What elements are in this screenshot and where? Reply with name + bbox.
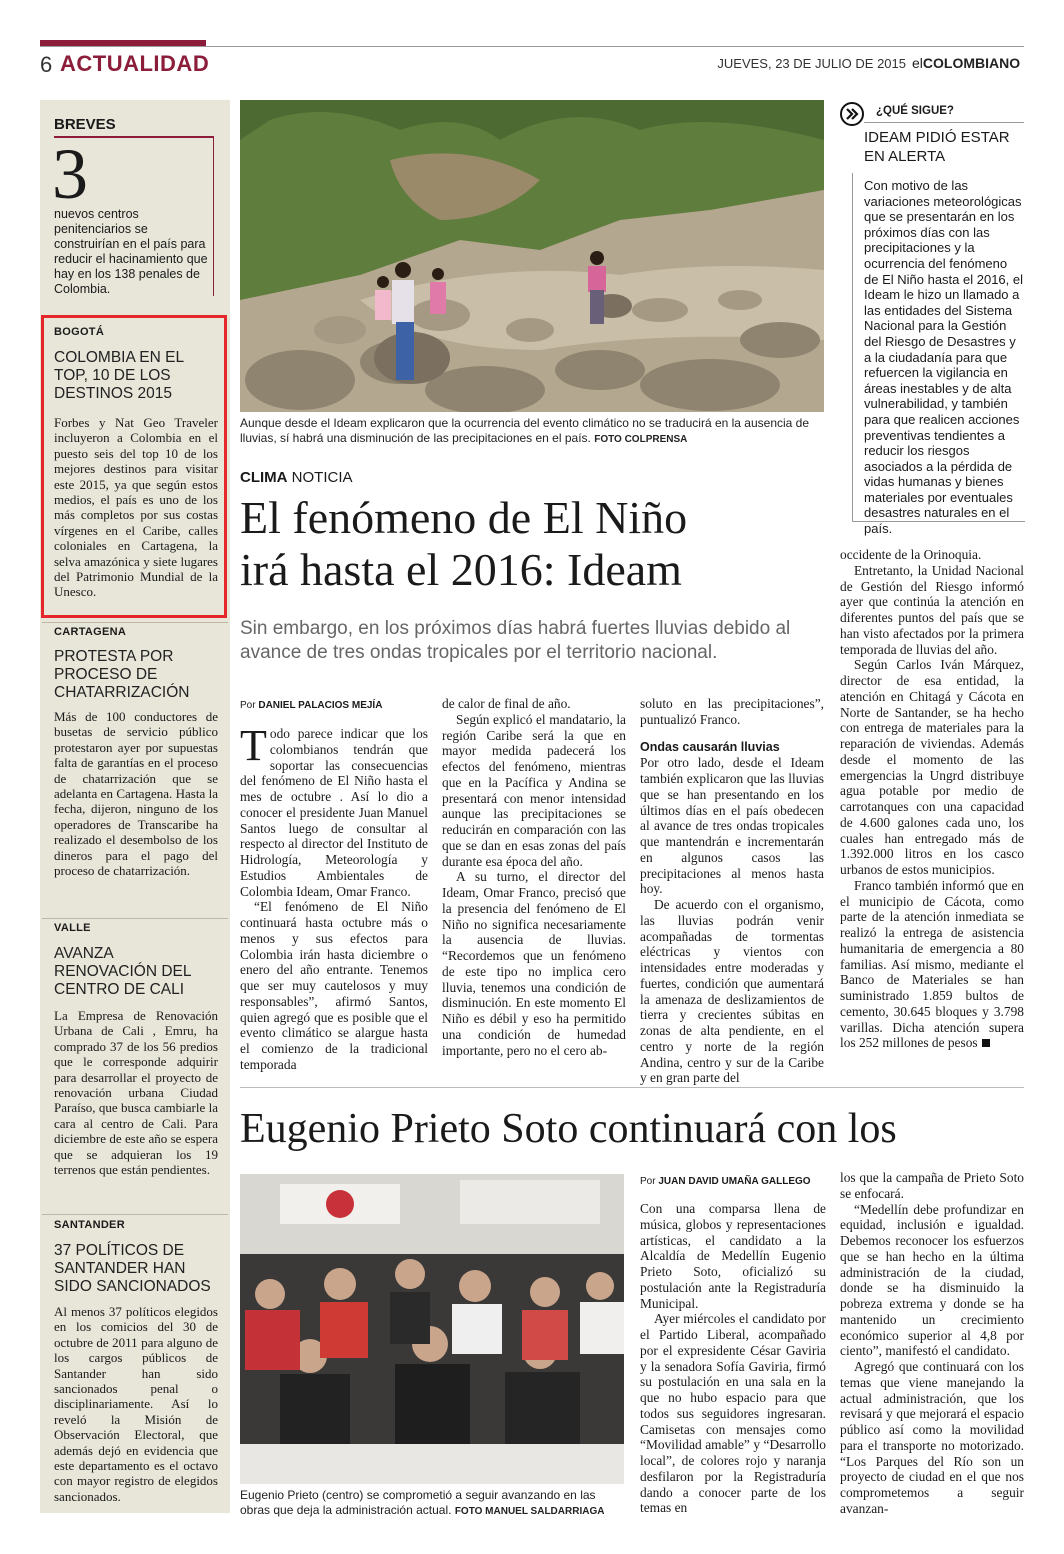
- byline-name: JUAN DAVID UMAÑA GALLEGO: [658, 1176, 811, 1187]
- brief-separator: [42, 918, 228, 919]
- story-deck: Sin embargo, en los próximos días habrá fuertes lluvias debido al avance de tres ondas tropicales por el territorio nacional.: [240, 618, 791, 663]
- breves-big-number: 3: [52, 134, 88, 214]
- article-paragraph: Por otro lado, desde el Ideam también explicaron que las lluvias que se han presentando en los últimos días en el país obedecen al avance de tres ondas tropicales que mantendrán e incrementarán en algunos casos las precipitaciones al menos hasta hoy.: [640, 755, 824, 897]
- drop-cap: T: [240, 721, 267, 770]
- main-headline: [240, 492, 840, 596]
- article-paragraph: [240, 721, 428, 899]
- breves-text: nuevos centros penitenciarios se construirían en el país para reducir el hacinamiento que hay en los 138 penales de Colombia.: [54, 207, 208, 296]
- drought-riverbed-photo: [240, 100, 824, 412]
- article-column: [640, 696, 824, 1086]
- brief-title: COLOMBIA EN EL TOP, 10 DE LOS DESTINOS 2015: [54, 349, 184, 402]
- breves-vertical-rule: [213, 136, 214, 296]
- brief-category: VALLE: [54, 922, 91, 934]
- byline-name: DANIEL PALACIOS MEJÍA: [258, 700, 383, 711]
- story-kicker: [240, 469, 353, 486]
- article-paragraph: los que la campaña de Prieto Soto se enfocará.: [840, 1170, 1024, 1201]
- article-subhead: Ondas causarán lluvias: [640, 739, 780, 754]
- masthead-logo: [912, 55, 1020, 71]
- que-sigue-text: Con motivo de las variaciones meteorológicas que se presentarán en los próximos días con las precipitaciones y la ocurrencia del fenómeno de El Niño hasta el 2016, el Ideam le hizo un llamado a las entidades del Sistema Nacional para la Gestión del Riesgo de Desastres y a la ciudadanía para que refuercen la vigilancia en áreas inestables y de alta vulnerabilidad, y también para que realicen acciones preventivas tendientes a reducir los riesgos asociados a la pérdida de vidas humanas y bienes materiales por eventuales desastres naturales en el país.: [864, 178, 1023, 537]
- caption-text: Eugenio Prieto (centro) se comprometió a seguir avanzando en las obras que deja la administración actual.: [240, 1488, 596, 1517]
- brief-body: Forbes y Nat Geo Traveler incluyeron a Colombia en el puesto seis del top 10 de los mejores destinos para visitar este 2015, ya que según estos medios, el país es uno de los más completos por sus costas vírgenes en el Caribe, calles coloniales en Cartagena, la selva amazónica y siete lugares del Patrimonio Mundial de la Unesco.: [54, 415, 218, 600]
- brief-body: Más de 100 conductores de busetas de servicio público protestaron ayer por supuestas falta de garantías en el proceso de chatarrización que se adelanta en Cartagena. Hasta la fecha, dijeron, ninguno de los operadores de Transcaribe ha realizado el desembolso de los dineros para el pago del proceso de chatarrización.: [54, 709, 218, 879]
- story-separator: [240, 1087, 1024, 1088]
- que-sigue-title: IDEAM PIDIÓ ESTAR EN ALERTA: [864, 129, 1010, 165]
- article-paragraph: occidente de la Orinoquia.: [840, 547, 982, 562]
- breves-label: BREVES: [54, 116, 116, 133]
- article-column: [442, 696, 626, 1058]
- brief-category: SANTANDER: [54, 1219, 125, 1231]
- brief-title: PROTESTA POR PROCESO DE CHATARRIZACIÓN: [54, 648, 190, 701]
- kicker-type: NOTICIA: [291, 469, 353, 486]
- issue-date: JUEVES, 23 DE JULIO DE 2015: [717, 56, 906, 71]
- header-rule: [40, 46, 1024, 47]
- photo-credit: FOTO MANUEL SALDARRIAGA: [454, 1506, 605, 1517]
- brief-separator: [42, 1214, 228, 1215]
- main-photo-caption: [240, 416, 824, 447]
- brief-category: CARTAGENA: [54, 626, 127, 638]
- end-mark-icon: [982, 1039, 990, 1047]
- second-headline: Eugenio Prieto Soto continuará con los: [240, 1106, 897, 1152]
- byline-prefix: Por: [640, 1176, 656, 1187]
- brief-separator: [42, 622, 228, 623]
- photo-credit: FOTO COLPRENSA: [594, 434, 688, 445]
- headline-line: El fenómeno de El Niño: [240, 492, 688, 543]
- article-column: [240, 721, 428, 1073]
- masthead-name: COLOMBIANO: [922, 55, 1021, 71]
- article-paragraph: soluto en las precipitaciones”, puntualizó Franco.: [640, 696, 824, 727]
- brief-category: BOGOTÁ: [54, 326, 105, 338]
- paragraph-text: Franco también informó que en el municipio de Cácota, como parte de la atención inmediata se realizó la entrega de asistencia humanitaria de emergencia a 80 familias. Así mismo, mediante el Banco de Materiales se han suministrado 1.859 bultos de cemento, 30.645 bloques y 3.798 varillas. Dicha atención supera los 252 millones de pesos: [840, 877, 1024, 1051]
- brief-title: 37 POLÍTICOS DE SANTANDER HAN SIDO SANCIONADOS: [54, 1242, 211, 1295]
- headline-line: irá hasta el 2016: Ideam: [240, 544, 682, 595]
- kicker-section: CLIMA: [240, 469, 288, 486]
- article-column: [640, 1201, 826, 1516]
- second-photo-caption: [240, 1488, 628, 1519]
- article-column: [840, 547, 1024, 1051]
- double-chevron-right-icon: [840, 102, 864, 126]
- byline-prefix: Por: [240, 700, 256, 711]
- article-paragraph: A su turno, el director del Ideam, Omar Franco, precisó que la presencia del fenómeno de El Niño no significa necesariamente la ausencia de lluvias. “Recordemos que un fenómeno de este tipo no implica cero lluvia, tenemos una condición de disminución. En este momento El Niño es débil y eso ha permitido una condición de humedad importante, pero no el cero ab-: [442, 869, 626, 1058]
- section-name: ACTUALIDAD: [60, 51, 210, 76]
- article-paragraph: Ayer miércoles el candidato por el Partido Liberal, acompañado por el expresidente César Gaviria y la senadora Sofía Gaviria, firmó su postulación en una sala en la que no hubo espacio para que todos sus seguidores ingresaran. Camisetas con mensajes como “Movilidad amable” y “Desarrollo local”, de colores rojo y naranja desfilaron por la Registraduría dando a conocer parte de los temas en: [640, 1311, 826, 1516]
- campaign-event-photo: [240, 1174, 624, 1484]
- article-paragraph: Entretanto, la Unidad Nacional de Gestión del Riesgo informó ayer que continúa la atención en diferentes puntos del país que se han visto afectados por la primera temporada de lluvias del año.: [840, 562, 1024, 657]
- article-column: [840, 1170, 1024, 1517]
- paragraph-text: odo parece indicar que los colombianos tendrán que soportar las consecuencias del fenómeno de El Niño hasta el mes de octubre . Así lo dio a conocer el presidente Juan Manuel Santos luego de consultar al respecto al director del Instituto de Hidrología, Meteorología y Estudios Ambientales de Colombia Ideam, Omar Franco.: [240, 726, 428, 899]
- brief-body: Al menos 37 políticos elegidos en los comicios del 30 de octubre de 2011 para alguno de los cargos públicos de Santander han sido sancionados penal o disciplinariamente. Así lo reveló la Misión de Observación Electoral, que además dejó en evidencia que este departamento es el octavo con mayor registro de elegidos sancionados.: [54, 1304, 218, 1504]
- article-paragraph: Con una comparsa llena de música, globos y representaciones artísticas, el candidato a la Alcaldía de Medellín Eugenio Prieto Soto, oficializó su postulación ante la Registraduría Municipal.: [640, 1201, 826, 1311]
- story-byline: [640, 1176, 811, 1187]
- article-paragraph: De acuerdo con el organismo, las lluvias podrán venir acompañadas de tormentas eléctricas y vientos con intensidades entre moderadas y fuertes, condición que aumentará la amenaza de deslizamientos de tierra y crecientes súbitas en zonas de alta pendiente, en el centro y norte de la región Andina, centro y sur de la Caribe y en gran parte del: [640, 897, 824, 1086]
- article-paragraph: “Medellín debe profundizar en equidad, inclusión e igualdad. Debemos reconocer los esfuerzos que se han hecho en la última administración de la ciudad, donde se ha disminuido la pobreza extrema y donde se ha mantenido un crecimiento económico superior al 4,8 por ciento”, manifestó el candidato.: [840, 1201, 1024, 1359]
- article-paragraph: Según Carlos Iván Márquez, director de esa entidad, la atención en Chitagá y Cácota en Norte de Santander, se ha hecho con entrega de materiales para la reparación de viviendas. Además desde el momento de las emergencias la Ungrd distribuye agua potable por medio de carrotanques con una capacidad de 4.600 galones cada uno, los cuales han entregado más de 1.392.000 litros en los casco urbanos de estos municipios.: [840, 657, 1024, 877]
- brief-body: La Empresa de Renovación Urbana de Cali , Emru, ha comprado 37 de los 56 predios que le corresponde adquirir para desarrollar el proyecto de renovación urbana Ciudad Paraíso, que busca cambiarle la cara al centro de Cali. Para diciembre de este año se espera que se adquieran los 19 terrenos que están pendientes.: [54, 1008, 218, 1178]
- caption-text: Aunque desde el Ideam explicaron que la ocurrencia del evento climático no se traducirá en la ausencia de lluvias, sí habrá una disminución de las precipitaciones en el país.: [240, 416, 810, 445]
- que-sigue-rule: [864, 122, 1024, 123]
- article-paragraph: Según explicó el mandatario, la región Caribe será la que en mayor medida padecerá los efectos del fenómeno, mientras que en la Pacífica y Andina se presentará con menor intensidad aunque las precipitaciones se reducirán en comparación con las que se dan en esas zonas del país durante esa época del año.: [442, 711, 626, 869]
- article-paragraph: de calor de final de año.: [442, 696, 571, 711]
- story-byline: [240, 700, 382, 711]
- article-paragraph: [840, 878, 1024, 1051]
- brief-title: AVANZA RENOVACIÓN DEL CENTRO DE CALI: [54, 945, 191, 998]
- article-paragraph: “El fenómeno de El Niño continuará hasta octubre más o menos y sus efectos para Colombia irán hasta diciembre o enero del año entrante. Tenemos que ser muy cautelosos y muy responsables”, afirmó Santos, quien agregó que es posible que el evento climático se alargue hasta el comienzo de la tradicional temporada: [240, 899, 428, 1072]
- que-sigue-label: ¿QUÉ SIGUE?: [876, 105, 954, 117]
- masthead-prefix: el: [912, 55, 923, 71]
- article-paragraph: Agregó que continuará con los temas que viene manejando la actual administración, que los revisará y que mejorará el espacio público así como la movilidad para el transporte no motorizado. “Los Parques del Río son un proyecto de ciudad en el que nos comprometemos a seguir avanzan-: [840, 1359, 1024, 1516]
- page-number: 6: [40, 52, 53, 77]
